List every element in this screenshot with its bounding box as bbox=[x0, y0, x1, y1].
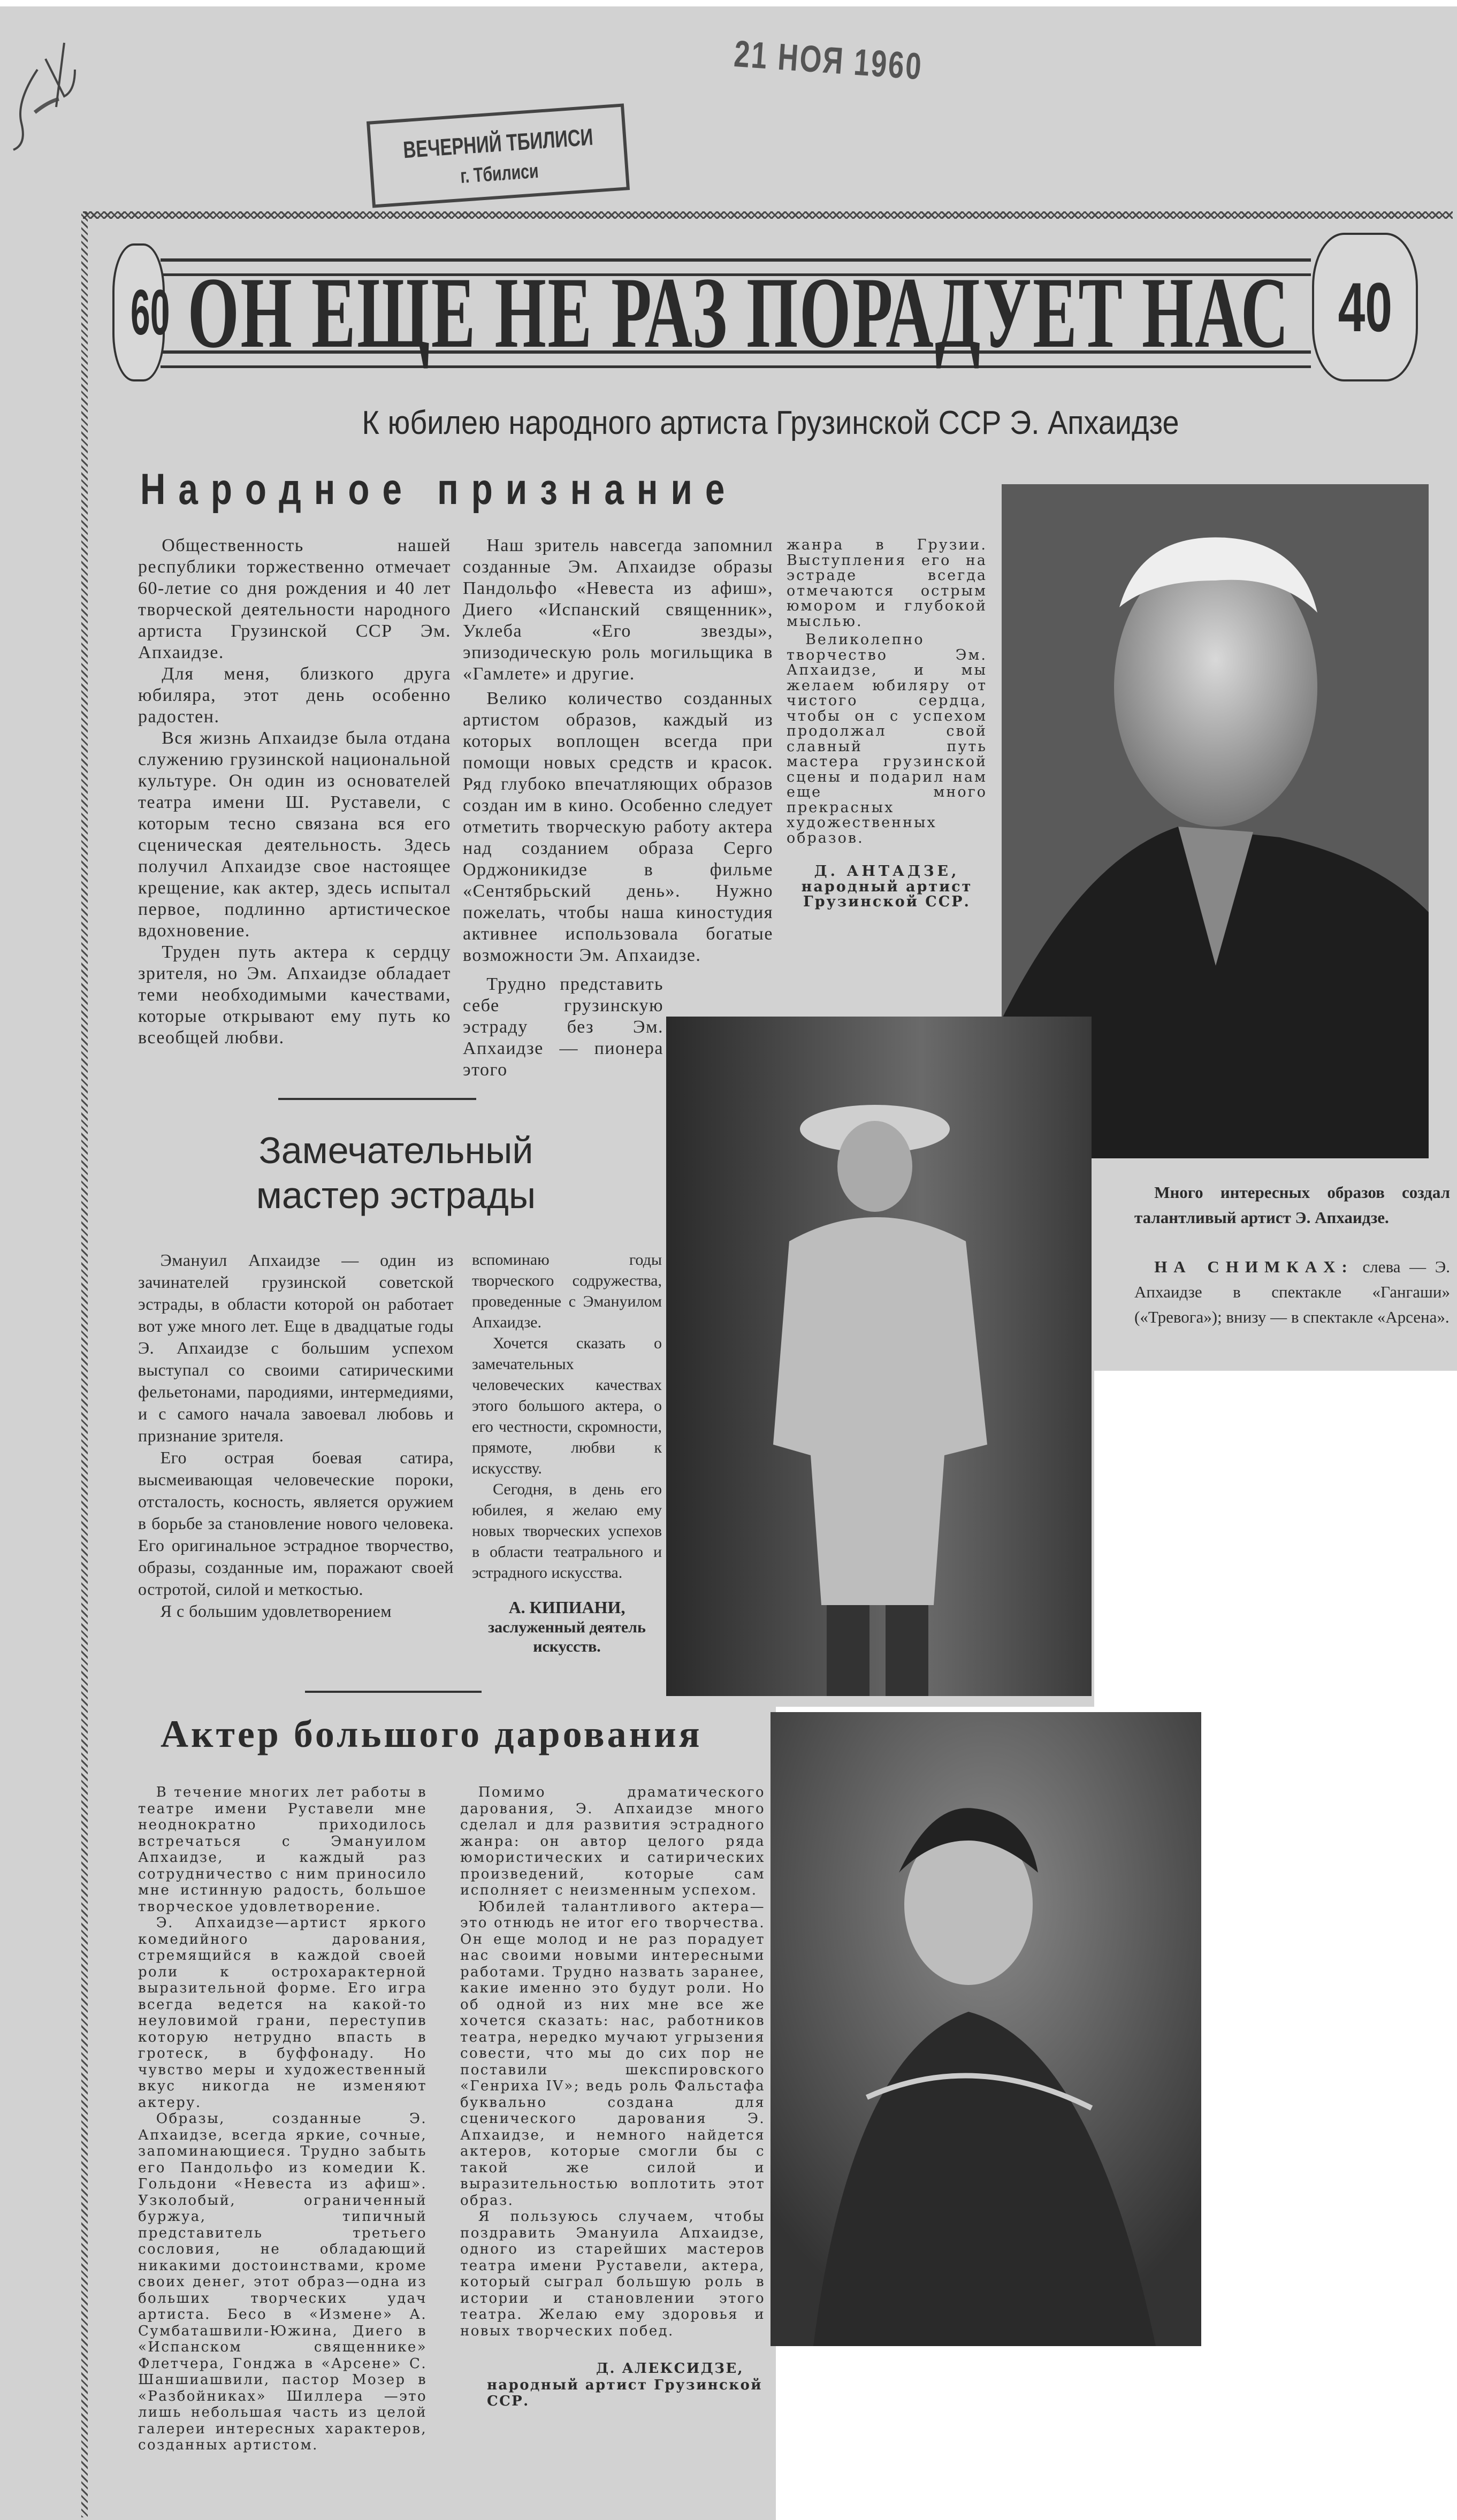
paragraph: вспоминаю годы творческого содружества, проведенные с Эмануилом Апхаидзе. bbox=[472, 1251, 662, 1331]
article3-column2 bbox=[460, 1784, 765, 2410]
article1-column3 bbox=[787, 538, 987, 910]
paragraph: В течение многих лет работы в театре имени Руставели мне неоднократно приходилось встречаться с Эмануилом Апхаидзе, и каждый раз сотрудничество с ним приносило мне истинную радость, большое творческое удовлетворение. bbox=[138, 1784, 427, 1915]
newspaper-stamp bbox=[367, 103, 630, 208]
paragraph: Я с большим удовлетворением bbox=[160, 1601, 392, 1621]
paragraph: Образы, созданные Э. Апхаидзе, всегда яркие, сочные, запоминающиеся. Трудно забыть его Пандольфо из комедии К. Гольдони «Невеста из афиш». Узколобый, ограниченный буржуа, типичный представитель третьего сословия, не обладающий никакими достоинствами, кроме своих денег, этот образ—одна из больших творческих удач артиста. Бесо в «Измене» А. Сумбаташвили-Южина, Диего в «Испанском священнике» Флетчера, Гонджа в «Арсене» С. Шаншиашвили, пастор Мозер в «Разбойниках» Шиллера —это лишь небольшая часть из целой галереи интересных характеров, созданных артистом. bbox=[138, 2111, 427, 2453]
paragraph: Для меня, близкого друга юбиляра, этот день особенно радостен. bbox=[138, 664, 451, 727]
banner-title: ОН ЕЩЕ НЕ РАЗ ПОРАДУЕТ НАС bbox=[187, 257, 1290, 369]
paragraph: Юбилей талантливого актера—это отнюдь не итог его творчества. Он еще молод и не раз порадует нас своими новыми интересными работами. Трудно назвать заранее, какие именно это будут роли. Но об одной из них мне все же хочется сказать: нас, работников театра, нередко мучают угрызения совести, что мы до сих пор не поставили шекспировского «Генриха IV»; ведь роль Фальстафа буквально создана для сценического дарования Э. Апхаидзе, и немного найдется актеров, которые смогли бы с такой же силой и выразительностью воплотить этот образ. bbox=[460, 1898, 765, 2209]
paragraph: Трудно представить себе грузинскую эстраду без Эм. Апхаидзе — пионера этого bbox=[463, 974, 663, 1080]
article1-column1 bbox=[138, 535, 451, 1049]
arsena-role-photo bbox=[771, 1712, 1201, 2346]
medallion-left bbox=[112, 243, 170, 381]
signature-name: А. КИПИАНИ, bbox=[508, 1598, 625, 1617]
paragraph: Великолепно творчество Эм. Апхаидзе, и мы желаем юбиляру от чистого сердца, чтобы он с успехом продолжал свой славный путь мастера грузинской сцены и подарил нам еще много прекрасных художественных образов. bbox=[787, 631, 987, 846]
paragraph: Вся жизнь Апхаидзе была отдана служению грузинской национальной культуре. Он один из основателей театра имени Ш. Руставели, с которым тесно связана вся его сценическая деятельность. Здесь получил Апхаидзе свое настоящее крещение, как актер, здесь испытал первое, подлинно артистическое вдохновение. bbox=[138, 728, 451, 941]
paragraph: Э. Апхаидзе—артист яркого комедийного дарования, стремящийся в каждой своей роли к острохарактерной выразительной форме. Его игра всегда ведется на какой-то неуловимой грани, переступив которую нетрудно впасть в гротеск, в буффонаду. Но чувство меры и художественный вкус никогда не изменяют актеру. bbox=[138, 1915, 427, 2111]
paragraph: Велико количество созданных артистом образов, каждый из которых воплощен всегда при помощи новых средств и красок. Ряд глубоко впечатляющих образов создан им в кино. Особенно следует отметить творческую работу актера над созданием образа Серго Орджоникидзе в фильме «Сентябрьский день». Нужно пожелать, чтобы наша киностудия активнее использовала богатые возможности Эм. Апхаидзе. bbox=[463, 689, 773, 965]
medallion-right bbox=[1312, 233, 1418, 381]
stamp-city: г. Тбилиси bbox=[459, 159, 539, 188]
paragraph: Сегодня, в день его юбилея, я желаю ему новых творческих успехов в области театрального и эстрадного искусства. bbox=[472, 1480, 662, 1582]
paragraph: Эмануил Апхаидзе — один из зачинателей грузинской советской эстрады, в области которой он работает вот уже много лет. Еще в двадцатые годы Э. Апхаидзе с большим успехом выступал со своими сатирическими фельетонами, пародиями, интермедиями, и с самого начала завоевал любовь и признание зрителя. bbox=[138, 1250, 454, 1445]
article2-column1 bbox=[138, 1249, 454, 1622]
handwritten-mark bbox=[5, 37, 134, 161]
paragraph: Помимо драматического дарования, Э. Апхаидзе много сделал и для развития эстрадного жанра: он автор целого ряда юмористических и сатирических произведений, которые сам исполняет с неизменным успехом. bbox=[460, 1784, 765, 1898]
subtitle: К юбилею народного артиста Грузинской ССР Э. Апхаидзе bbox=[362, 404, 1179, 441]
caption-main: Много интересных образов создал талантливый артист Э. Апхаидзе. bbox=[1134, 1183, 1450, 1227]
paragraph: жанра в Грузии. Выступления его на эстраде всегда отмечаются острым юмором и глубокой мыслью. bbox=[787, 537, 987, 630]
article2-heading-text: Замечательный мастер эстрады bbox=[256, 1129, 536, 1216]
paragraph: Общественность нашей республики торжественно отмечает 60-летие со дня рождения и 40 лет творческой деятельности народного артиста Грузинской ССР Эм. Апхаидзе. bbox=[138, 536, 451, 662]
article2-heading bbox=[128, 1128, 663, 1218]
banner-title-box bbox=[182, 257, 1295, 369]
article1-column2 bbox=[463, 535, 773, 1081]
paragraph: Его острая боевая сатира, высмеивающая человеческие пороки, отсталость, косность, является оружием в борьбе за становление нового человека. Его оригинальное эстрадное творчество, образы, созданные им, поражают своей остротой, силой и меткостью. bbox=[138, 1448, 454, 1599]
paragraph: Труден путь актера к сердцу зрителя, но Эм. Апхаидзе обладает теми необходимыми качествами, которые открывают ему путь ко всеобщей любви. bbox=[138, 942, 451, 1048]
caption-details bbox=[1134, 1254, 1450, 1330]
article3-column1 bbox=[138, 1784, 427, 2454]
career-years-number: 40 bbox=[1338, 268, 1392, 346]
divider-rule bbox=[305, 1691, 482, 1693]
top-wavy-border bbox=[83, 211, 1453, 219]
actor-figure bbox=[771, 1712, 1201, 2346]
gangashi-role-photo bbox=[666, 1017, 1092, 1696]
paragraph: Я пользуюсь случаем, чтобы поздравить Эмануила Апхаидзе, одного из старейших мастеров театра имени Руставели, актера, который сыграл большую роль в истории и становлении этого театра. Желаю ему здоровья и новых творческих побед. bbox=[460, 2209, 765, 2339]
caption-label: НА СНИМКАХ: bbox=[1154, 1257, 1354, 1276]
signature-name: Д. АЛЕКСИДЗЕ, bbox=[596, 2361, 744, 2377]
divider-rule bbox=[278, 1098, 476, 1100]
paragraph: Наш зритель навсегда запомнил созданные Эм. Апхаидзе образы Пандольфо «Невеста из афиш», Диего «Испанский священник», Уклеба «Его звезды», эпизодическую роль могильщика в «Гамлете» и другие. bbox=[463, 536, 773, 684]
paragraph: Хочется сказать о замечательных человеческих качествах этого большого актера, о его честности, скромности, прямоте, любви к искусству. bbox=[472, 1334, 662, 1477]
date-stamp: 21 НОЯ 1960 bbox=[733, 32, 925, 88]
article2-column2 bbox=[472, 1249, 662, 1656]
signature-name: Д. АНТАДЗЕ, bbox=[814, 863, 960, 880]
article3-heading: Актер большого дарования bbox=[161, 1713, 703, 1755]
caption-text: слева — Э. Апхаидзе в спектакле «Гангаши» («Тревога»); внизу — в спектакле «Арсена». bbox=[1134, 1257, 1451, 1326]
title-banner bbox=[112, 243, 1418, 377]
costumed-figure bbox=[666, 1017, 1092, 1696]
article1-heading: Народное признание bbox=[140, 465, 738, 514]
age-number: 60 bbox=[131, 277, 170, 348]
left-wavy-border bbox=[81, 211, 88, 2517]
stamp-newspaper-name: ВЕЧЕРНИЙ ТБИЛИСИ bbox=[402, 124, 594, 164]
signature-title: народный артист Грузинской ССР. bbox=[487, 2377, 762, 2409]
photo-caption bbox=[1134, 1180, 1450, 1330]
signature-title: народный артист Грузинской ССР. bbox=[801, 878, 973, 910]
signature-title: заслуженный деятель искусств. bbox=[488, 1618, 646, 1655]
